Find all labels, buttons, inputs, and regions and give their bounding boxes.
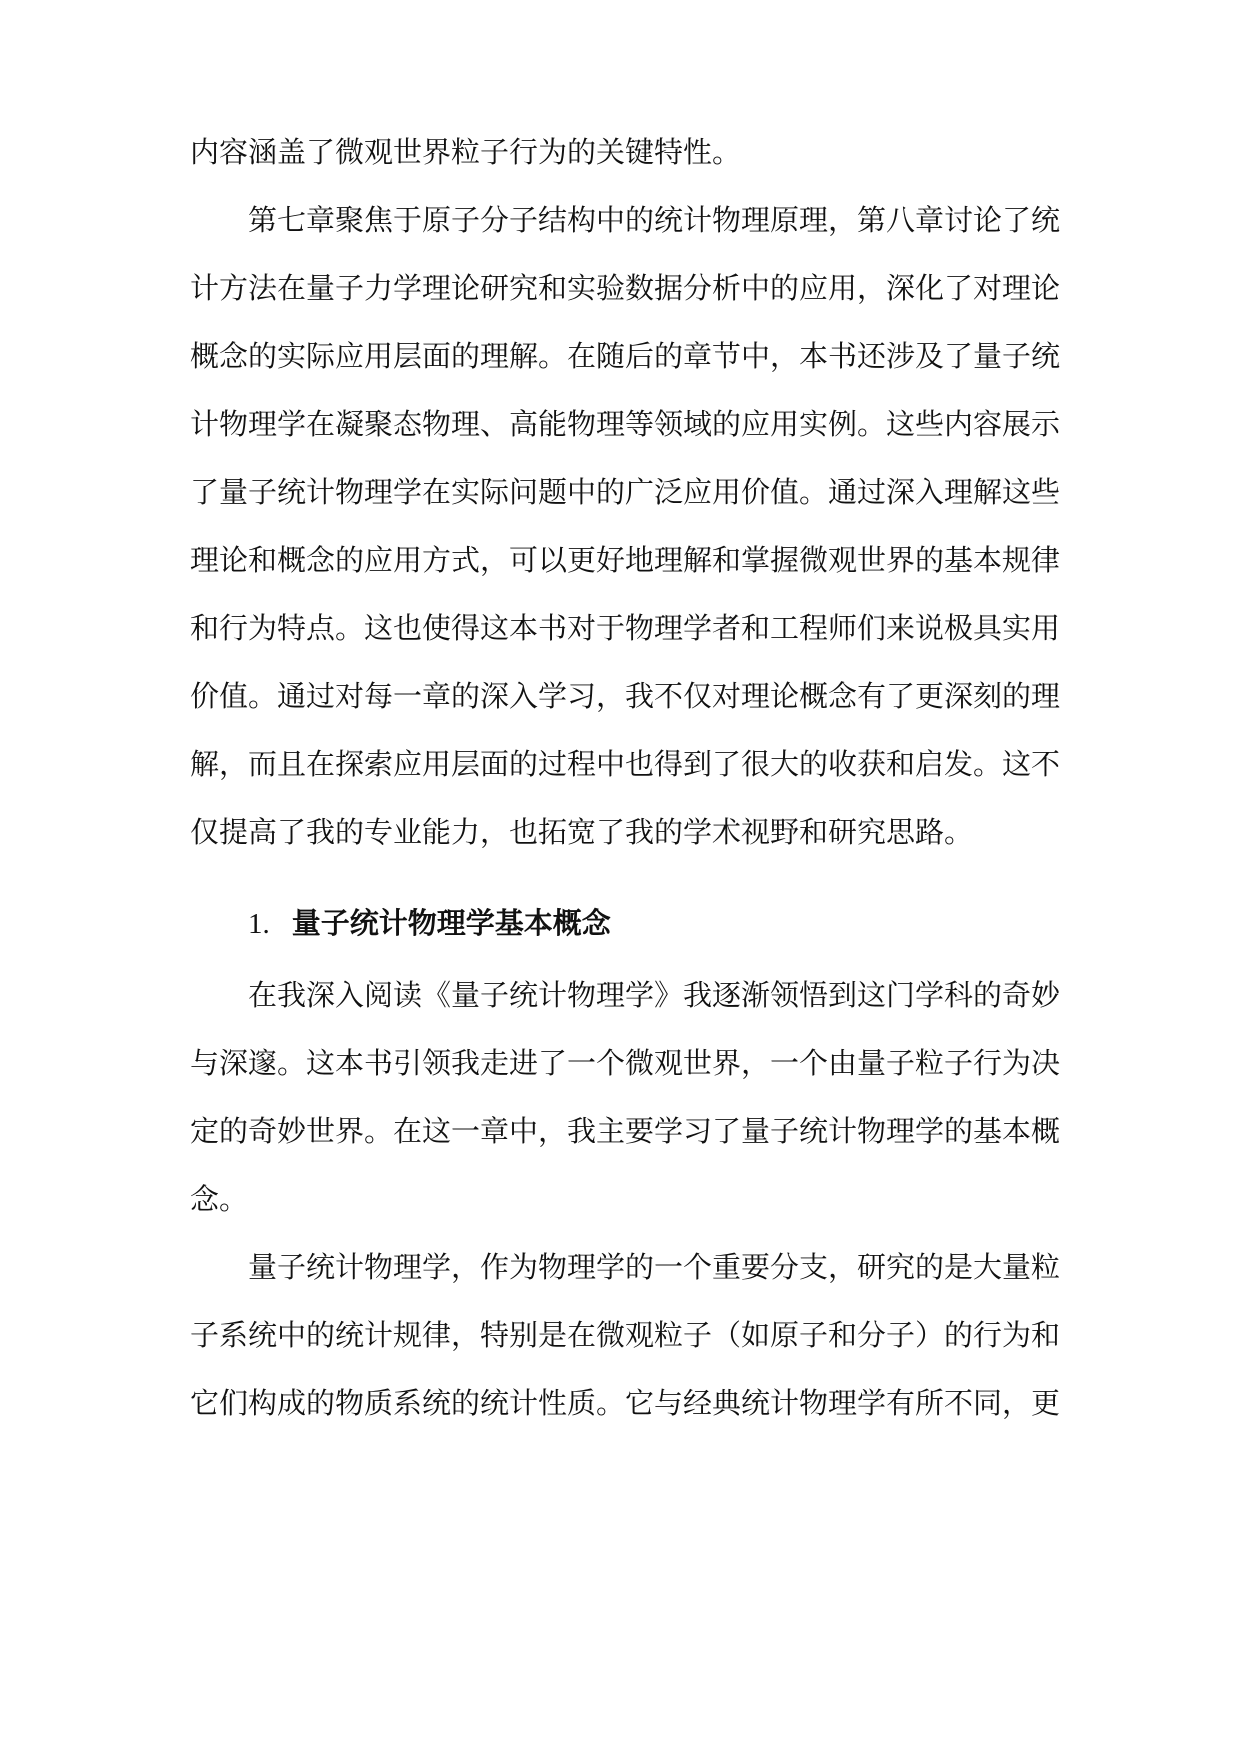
paragraph-line: 第七章聚焦于原子分子结构中的统计物理原理，第八章讨论了统 <box>248 203 1061 237</box>
paragraph-line: 计物理学在凝聚态物理、高能物理等领域的应用实例。这些内容展示 <box>190 407 1061 441</box>
continuation-line: 内容涵盖了微观世界粒子行为的关键特性。 <box>190 135 742 169</box>
paragraph-line: 它们构成的物质系统的统计性质。它与经典统计物理学有所不同，更 <box>190 1386 1061 1420</box>
paragraph-line: 量子统计物理学，作为物理学的一个重要分支，研究的是大量粒 <box>248 1250 1061 1284</box>
paragraph-line: 了量子统计物理学在实际问题中的广泛应用价值。通过深入理解这些 <box>190 475 1061 509</box>
paragraph-line: 念。 <box>190 1182 249 1216</box>
paragraph-line: 解，而且在探索应用层面的过程中也得到了很大的收获和启发。这不 <box>190 747 1061 781</box>
paragraph-line: 与深邃。这本书引领我走进了一个微观世界，一个由量子粒子行为决 <box>190 1046 1061 1080</box>
paragraph-line: 计方法在量子力学理论研究和实验数据分析中的应用，深化了对理论 <box>190 271 1061 305</box>
section-title: 量子统计物理学基本概念 <box>291 906 611 940</box>
paragraph-line: 定的奇妙世界。在这一章中，我主要学习了量子统计物理学的基本概 <box>190 1114 1061 1148</box>
section-number: 1. <box>248 908 270 940</box>
section-heading <box>248 903 611 944</box>
paragraph-line: 和行为特点。这也使得这本书对于物理学者和工程师们来说极具实用 <box>190 611 1061 645</box>
paragraph-line: 价值。通过对每一章的深入学习，我不仅对理论概念有了更深刻的理 <box>190 679 1061 713</box>
paragraph-line: 理论和概念的应用方式，可以更好地理解和掌握微观世界的基本规律 <box>190 543 1061 577</box>
paragraph-line: 概念的实际应用层面的理解。在随后的章节中，本书还涉及了量子统 <box>190 339 1061 373</box>
paragraph-line: 仅提高了我的专业能力，也拓宽了我的学术视野和研究思路。 <box>190 815 974 849</box>
paragraph-line: 子系统中的统计规律，特别是在微观粒子（如原子和分子）的行为和 <box>190 1318 1061 1352</box>
paragraph-line: 在我深入阅读《量子统计物理学》我逐渐领悟到这门学科的奇妙 <box>248 978 1061 1012</box>
